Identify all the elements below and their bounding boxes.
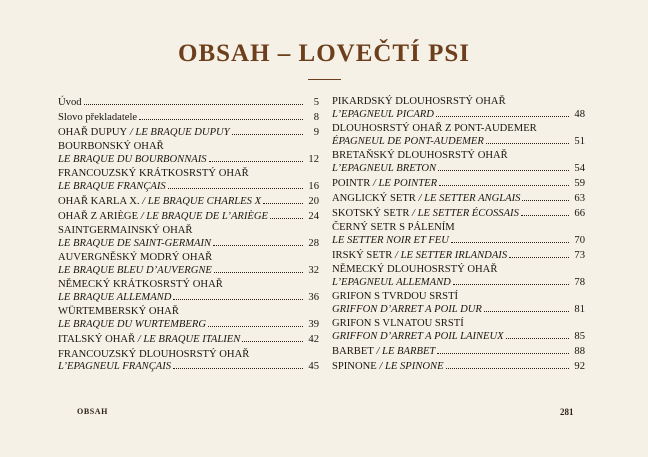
toc-entry[interactable] <box>332 192 585 205</box>
toc-entry-page: 63 <box>574 193 585 205</box>
dot-leader <box>453 276 569 285</box>
toc-entry-french-name: L’EPAGNEUL ALLEMAND <box>332 277 451 289</box>
dot-leader <box>521 207 569 216</box>
toc-entry-line <box>332 360 585 373</box>
toc-entry-line <box>58 237 319 250</box>
toc-entry-french-name: L’EPAGNEUL BRETON <box>332 162 437 174</box>
toc-entry-page: 16 <box>308 181 319 193</box>
toc-entry-page: 51 <box>574 135 585 147</box>
toc-entry-title: ANGLICKÝ SETR <box>332 193 416 205</box>
toc-entry[interactable] <box>332 222 585 247</box>
dot-leader <box>522 192 569 201</box>
toc-entry[interactable] <box>58 126 319 139</box>
toc-entry-title: BARBET <box>332 346 374 358</box>
toc-entry[interactable] <box>332 291 585 316</box>
toc-entry-line <box>332 345 585 358</box>
toc-entry[interactable] <box>58 168 319 193</box>
dot-leader <box>209 153 303 162</box>
toc-entry-french-name: L’EPAGNEUL FRANÇAIS <box>58 361 172 373</box>
toc-entry-page: 12 <box>308 154 319 166</box>
toc-entry-title: Úvod <box>58 97 82 108</box>
toc-entry-page: 24 <box>308 211 319 223</box>
title-separator: / <box>138 211 147 223</box>
dot-leader <box>270 210 303 219</box>
toc-entry[interactable] <box>332 360 585 373</box>
toc-entry-page: 36 <box>308 292 319 304</box>
toc-entry-french-name: LE SETTER ANGLAIS <box>424 193 521 205</box>
toc-entry-french-name: LE POINTER <box>378 178 438 189</box>
toc-entry[interactable] <box>58 210 319 223</box>
toc-entry-title: BRETAŇSKÝ DLOUHOSRSTÝ OHAŘ <box>332 150 508 161</box>
dot-leader <box>438 162 569 171</box>
toc-entry[interactable] <box>58 195 319 208</box>
toc-entry-title: WÜRTEMBERSKÝ OHAŘ <box>58 306 179 318</box>
toc-entry-line <box>332 330 585 343</box>
toc-entry-french-name: LE BRAQUE DU WURTEMBERG <box>58 319 206 331</box>
toc-entry-french-name: LE SETTER IRLANDAIS <box>400 250 508 262</box>
toc-entry-page: 28 <box>308 238 319 250</box>
toc-entry-line <box>332 192 585 205</box>
toc-entry[interactable] <box>332 96 585 121</box>
toc-entry-title: GRIFON S VLNATOU SRSTÍ <box>332 318 464 330</box>
toc-entry-title: FRANCOUZSKÝ KRÁTKOSRSTÝ OHAŘ <box>58 168 249 180</box>
toc-entry-line <box>58 360 319 373</box>
toc-entry[interactable] <box>58 306 319 331</box>
toc-entry-french-name: GRIFFON D’ARRET A POIL LAINEUX <box>332 331 504 343</box>
toc-entry[interactable] <box>58 225 319 250</box>
title-separator: / <box>415 193 425 205</box>
toc-entry-page: 39 <box>308 319 319 331</box>
toc-entry-page: 54 <box>574 162 585 174</box>
dot-leader <box>436 108 569 117</box>
dot-leader <box>509 249 569 258</box>
title-separator: / <box>127 127 136 139</box>
toc-entry-line <box>332 276 585 289</box>
toc-entry-page: 42 <box>308 334 319 346</box>
toc-entry-title: BOURBONSKÝ OHAŘ <box>58 141 164 153</box>
toc-entry[interactable] <box>58 111 319 124</box>
toc-entry-french-name: LE BRAQUE BLEU D’AUVERGNE <box>58 265 212 277</box>
toc-entry-title: IRSKÝ SETR <box>332 250 393 262</box>
title-separator: / <box>376 361 385 373</box>
toc-entry-line <box>58 210 319 223</box>
title-separator: / <box>409 208 418 220</box>
toc-entry-page: 20 <box>308 196 319 208</box>
title-separator: / <box>373 346 383 358</box>
toc-entry[interactable] <box>332 249 585 262</box>
toc-entry-page: 78 <box>574 277 585 289</box>
toc-entry-page: 48 <box>574 108 585 120</box>
toc-entry-page: 92 <box>574 361 585 373</box>
toc-entry-title: DLOUHOSRSTÝ OHAŘ Z PONT-AUDEMER <box>332 123 537 134</box>
toc-entry-title: OHAŘ KARLA X. <box>58 196 140 208</box>
toc-entry-title: SKOTSKÝ SETR <box>332 208 410 220</box>
page-title: OBSAH – LOVEČTÍ PSI <box>178 40 470 67</box>
dot-leader <box>213 237 303 246</box>
toc-entry-page: 85 <box>574 331 585 343</box>
toc-entry-french-name: LE BRAQUE DE SAINT-GERMAIN <box>58 238 212 250</box>
dot-leader <box>439 177 569 186</box>
toc-entry-line <box>332 162 585 175</box>
toc-entry-page: 5 <box>313 97 319 108</box>
toc-entry-line <box>58 291 319 304</box>
dot-leader <box>242 333 303 342</box>
title-divider <box>308 79 341 80</box>
toc-entry-title: NĚMECKÝ KRÁTKOSRSTÝ OHAŘ <box>58 279 223 291</box>
toc-entry-line <box>332 303 585 316</box>
dot-leader <box>84 96 303 105</box>
toc-entry-title: NĚMECKÝ DLOUHOSRSTÝ OHAŘ <box>332 264 498 276</box>
page-number: 281 <box>560 407 574 417</box>
toc-entry-line <box>58 264 319 277</box>
toc-entry-french-name: ÉPAGNEUL DE PONT-AUDEMER <box>332 135 484 147</box>
toc-entry-page: 45 <box>308 361 319 373</box>
toc-entry-french-name: L’EPAGNEUL PICARD <box>332 108 434 120</box>
toc-entry[interactable] <box>332 318 585 343</box>
toc-entry-line <box>58 195 319 208</box>
toc-entry-french-name: LE BRAQUE FRANÇAIS <box>58 181 166 193</box>
toc-entry-line <box>58 153 319 166</box>
toc-entry-line <box>332 249 585 262</box>
dot-leader <box>451 234 569 243</box>
toc-entry-page: 59 <box>574 178 585 189</box>
toc-entry-line <box>332 177 585 190</box>
dot-leader <box>173 360 303 369</box>
toc-entry-page: 81 <box>574 304 585 316</box>
toc-entry-line <box>332 108 585 121</box>
toc-entry-line <box>58 111 319 124</box>
dot-leader <box>168 180 303 189</box>
dot-leader <box>437 345 569 354</box>
toc-entry-page: 32 <box>308 265 319 277</box>
dot-leader <box>208 318 303 327</box>
toc-entry-french-name: LE BRAQUE CHARLES X <box>147 196 262 208</box>
title-separator: / <box>139 196 148 208</box>
toc-entry-title: PIKARDSKÝ DLOUHOSRSTÝ OHAŘ <box>332 96 506 107</box>
toc-entry-page: 8 <box>313 112 319 124</box>
toc-entry[interactable] <box>332 150 585 175</box>
toc-entry-title: GRIFON S TVRDOU SRSTÍ <box>332 291 459 303</box>
toc-entry[interactable] <box>332 123 585 148</box>
dot-leader <box>484 303 569 312</box>
toc-entry-title: Slovo překladatele <box>58 112 138 124</box>
dot-leader <box>446 360 569 369</box>
dot-leader <box>232 126 303 135</box>
toc-entry[interactable] <box>58 349 319 374</box>
toc-entry[interactable] <box>58 333 319 346</box>
title-separator: / <box>135 334 144 346</box>
toc-entry[interactable] <box>58 96 319 109</box>
dot-leader <box>486 135 569 144</box>
toc-entry-french-name: LE BRAQUE ITALIEN <box>143 334 241 346</box>
toc-column-right <box>332 96 585 373</box>
title-separator: / <box>392 250 401 262</box>
toc-entry[interactable] <box>58 141 319 166</box>
toc-entry-title: OHAŘ Z ARIÈGE <box>58 211 139 223</box>
toc-entry-line <box>332 234 585 247</box>
toc-entry-line <box>332 135 585 148</box>
toc-entry[interactable] <box>58 279 319 304</box>
toc-entry[interactable] <box>332 345 585 358</box>
toc-entry-page: 9 <box>313 127 319 139</box>
toc-entry-page: 88 <box>574 346 585 358</box>
toc-entry-french-name: LE BARBET <box>382 346 436 358</box>
toc-entry-page: 66 <box>574 208 585 220</box>
dot-leader <box>506 330 569 339</box>
title-separator: / <box>370 178 379 189</box>
dot-leader <box>173 291 303 300</box>
toc-entry-page: 73 <box>574 250 585 262</box>
toc-entry-french-name: LE BRAQUE DE L’ARIÈGE <box>146 211 269 223</box>
toc-entry-title: ČERNÝ SETR S PÁLENÍM <box>332 222 455 234</box>
toc-entry-line <box>58 180 319 193</box>
toc-entry-title: SAINTGERMAINSKÝ OHAŘ <box>58 225 193 237</box>
toc-entry-french-name: LE SPINONE <box>384 361 444 373</box>
dot-leader <box>214 264 303 273</box>
toc-entry-french-name: LE SETTER NOIR ET FEU <box>332 235 449 247</box>
toc-entry-title: SPINONE <box>332 361 377 373</box>
toc-entry-line <box>58 333 319 346</box>
toc-entry-french-name: LE BRAQUE DU BOURBONNAIS <box>58 154 207 166</box>
toc-entry-title: POINTR <box>332 178 371 189</box>
toc-entry-title: OHAŘ DUPUY <box>58 127 128 139</box>
toc-entry-french-name: LE SETTER ÉCOSSAIS <box>417 208 519 220</box>
toc-entry-french-name: LE BRAQUE ALLEMAND <box>58 292 172 304</box>
toc-entry-title: AUVERGNĚSKÝ MODRÝ OHAŘ <box>58 252 213 264</box>
toc-entry-line <box>332 207 585 220</box>
running-footer: OBSAH <box>77 407 109 416</box>
toc-entry[interactable] <box>332 207 585 220</box>
dot-leader <box>139 111 303 120</box>
toc-entry-page: 70 <box>574 235 585 247</box>
toc-entry[interactable] <box>58 252 319 277</box>
toc-entry-title: FRANCOUZSKÝ DLOUHOSRSTÝ OHAŘ <box>58 348 250 360</box>
toc-entry-title: ITALSKÝ OHAŘ <box>58 334 136 346</box>
toc-entry-french-name: GRIFFON D’ARRET A POIL DUR <box>332 304 482 316</box>
toc-entry-line <box>58 96 319 109</box>
dot-leader <box>263 195 303 204</box>
toc-entry-line <box>58 318 319 331</box>
toc-entry[interactable] <box>332 264 585 289</box>
toc-entry-french-name: LE BRAQUE DUPUY <box>135 127 230 139</box>
toc-entry-line <box>58 126 319 139</box>
toc-column-left <box>58 96 319 373</box>
toc-entry[interactable] <box>332 177 585 190</box>
